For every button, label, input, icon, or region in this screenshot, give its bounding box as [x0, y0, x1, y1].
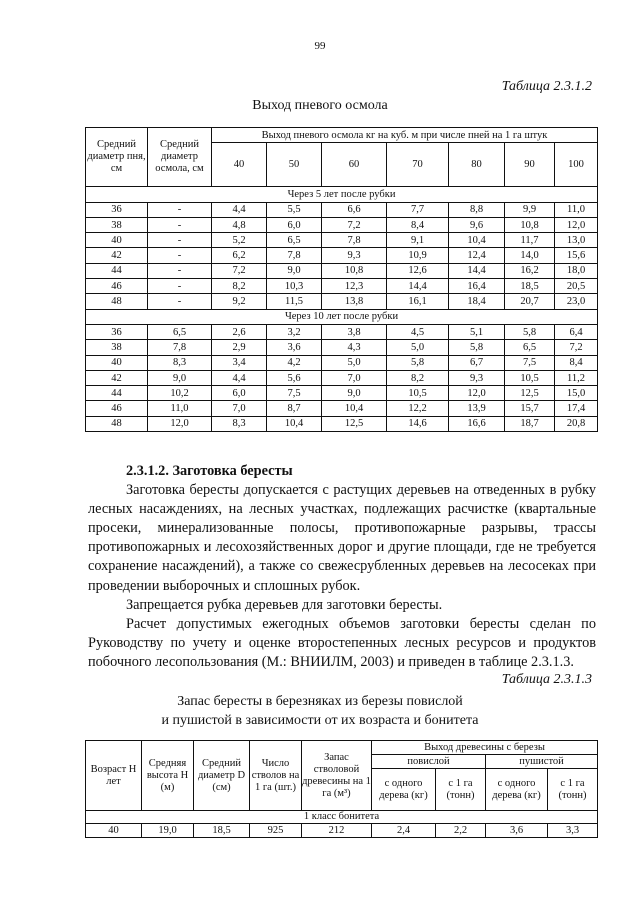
table-cell: 4,4 — [212, 202, 267, 217]
table-cell: 4,3 — [322, 340, 387, 355]
table-cell: 44 — [86, 386, 148, 401]
table-cell: 18,0 — [555, 263, 598, 278]
header-downy-birch: пушистой — [486, 755, 598, 769]
table-cell: 5,8 — [387, 355, 449, 370]
table-cell: 9,9 — [505, 202, 555, 217]
table-cell: 8,3 — [212, 416, 267, 431]
table-cell: 8,2 — [212, 279, 267, 294]
table2-title-line2: и пушистой в зависимости от их возраста и бонитета — [161, 713, 479, 728]
table-cell: 38 — [86, 340, 148, 355]
table-cell: - — [148, 202, 212, 217]
section-label: Через 10 лет после рубки — [86, 309, 598, 324]
header-volume: Запас стволовой древесины на 1 га (м³) — [302, 741, 372, 811]
table-cell: 6,5 — [148, 324, 212, 339]
table-cell: 10,4 — [449, 233, 505, 248]
table-cell: 17,4 — [555, 401, 598, 416]
table-cell: 8,7 — [267, 401, 322, 416]
table-cell: 12,0 — [148, 416, 212, 431]
header-count: 90 — [505, 143, 555, 187]
table-cell: 9,6 — [449, 217, 505, 232]
table-cell: 9,1 — [387, 233, 449, 248]
table-cell: 5,1 — [449, 324, 505, 339]
table-cell: 2,2 — [436, 824, 486, 838]
table-cell: 6,0 — [212, 386, 267, 401]
table-cell: 5,8 — [449, 340, 505, 355]
table-cell: 11,5 — [267, 294, 322, 309]
table-cell: 15,7 — [505, 401, 555, 416]
table-cell: 3,3 — [548, 824, 598, 838]
table-cell: 42 — [86, 248, 148, 263]
table-row — [86, 233, 598, 248]
header-yield-group: Выход пневого осмола кг на куб. м при числе пней на 1 га штук — [212, 128, 598, 143]
table-cell: 12,4 — [449, 248, 505, 263]
table-cell: 9,0 — [148, 370, 212, 385]
table-cell: 5,0 — [387, 340, 449, 355]
table-cell: 13,0 — [555, 233, 598, 248]
table-cell: 7,8 — [148, 340, 212, 355]
table-cell: 10,3 — [267, 279, 322, 294]
table-cell: 2,4 — [372, 824, 436, 838]
table-cell: 18,5 — [194, 824, 250, 838]
table-cell: 5,8 — [505, 324, 555, 339]
table-cell: 13,8 — [322, 294, 387, 309]
table-cell: 3,8 — [322, 324, 387, 339]
table-cell: 10,9 — [387, 248, 449, 263]
table1-caption: Таблица 2.3.1.2 — [501, 79, 592, 94]
table-cell: 18,7 — [505, 416, 555, 431]
table-cell: 10,5 — [387, 386, 449, 401]
section-label: Через 5 лет после рубки — [86, 187, 598, 202]
table-cell: 5,0 — [322, 355, 387, 370]
table-cell: 6,0 — [267, 217, 322, 232]
table-cell: 6,5 — [267, 233, 322, 248]
table-cell: 20,7 — [505, 294, 555, 309]
table-cell: - — [148, 263, 212, 278]
table-cell: 19,0 — [142, 824, 194, 838]
header-count: 80 — [449, 143, 505, 187]
table-cell: 18,5 — [505, 279, 555, 294]
paragraph: Заготовка бересты допускается с растущих деревьев на отведенных в рубку лесных насаждениях, на лесных участках, подлежащих расчистке (квартальные просеки, минерализованные полосы, противопожарные разрывы, трассы противопожарных и лесохозяйственных дорог и другие площади, где не требуется сохранение насаждений), а также со свежесрубленных деревьев на лесосеках при проведении выборочных и сплошных рубок. — [88, 482, 596, 594]
table-cell: 12,6 — [387, 263, 449, 278]
table-row — [86, 202, 598, 217]
table-cell: 9,0 — [267, 263, 322, 278]
class-label-row: 1 класс бонитета — [86, 811, 598, 824]
table-cell: 6,6 — [322, 202, 387, 217]
table-cell: 46 — [86, 279, 148, 294]
table-cell: 36 — [86, 324, 148, 339]
table-stump-resin-yield — [85, 127, 598, 432]
table-cell: 40 — [86, 233, 148, 248]
table-cell: 212 — [302, 824, 372, 838]
table-cell: 12,3 — [322, 279, 387, 294]
header-per-tree: с одного дерева (кг) — [372, 769, 436, 811]
table-cell: 40 — [86, 355, 148, 370]
table-cell: 18,4 — [449, 294, 505, 309]
table-cell: 3,2 — [267, 324, 322, 339]
table-cell: - — [148, 279, 212, 294]
table-cell: 6,7 — [449, 355, 505, 370]
table-cell: 7,8 — [267, 248, 322, 263]
table-cell: 7,8 — [322, 233, 387, 248]
table-cell: 5,6 — [267, 370, 322, 385]
table-cell: 6,5 — [505, 340, 555, 355]
table-cell: 7,0 — [322, 370, 387, 385]
header-output-group: Выход древесины с березы — [372, 741, 598, 755]
table2-caption: Таблица 2.3.1.3 — [501, 672, 592, 687]
table-cell: 7,2 — [555, 340, 598, 355]
table-cell: 10,5 — [505, 370, 555, 385]
table-cell: 12,0 — [449, 386, 505, 401]
paragraph: Расчет допустимых ежегодных объемов заготовки бересты сделан по Руководству по учету и оценке второстепенных лесных ресурсов и продуктов побочного лесопользования (М.: ВНИИЛМ, 2003) и приведен в таблице 2.3.1.3. — [88, 615, 596, 670]
table-cell: 4,8 — [212, 217, 267, 232]
table-cell: 10,4 — [322, 401, 387, 416]
table-cell: 13,9 — [449, 401, 505, 416]
table-cell: 15,0 — [555, 386, 598, 401]
table-cell: 48 — [86, 294, 148, 309]
table-cell: 10,8 — [322, 263, 387, 278]
paragraph: Запрещается рубка деревьев для заготовки бересты. — [126, 596, 443, 613]
table-cell: 11,0 — [148, 401, 212, 416]
table-cell: 14,6 — [387, 416, 449, 431]
table-cell: 48 — [86, 416, 148, 431]
header-count: 70 — [387, 143, 449, 187]
table-cell: 7,2 — [212, 263, 267, 278]
table-cell: 9,3 — [449, 370, 505, 385]
table-cell: 4,5 — [387, 324, 449, 339]
table-cell: 46 — [86, 401, 148, 416]
table-row — [86, 279, 598, 294]
header-age: Возраст Н лет — [86, 741, 142, 811]
header-resin-diameter: Средний диаметр осмола, см — [148, 128, 212, 187]
table-row — [86, 340, 598, 355]
table-cell: 5,2 — [212, 233, 267, 248]
header-silver-birch: повислой — [372, 755, 486, 769]
table-row — [86, 294, 598, 309]
table-cell: 14,4 — [449, 263, 505, 278]
table-cell: 12,5 — [505, 386, 555, 401]
table-cell: 8,4 — [555, 355, 598, 370]
table-cell: 9,2 — [212, 294, 267, 309]
table-cell: - — [148, 294, 212, 309]
table-cell: 40 — [86, 824, 142, 838]
table-cell: 36 — [86, 202, 148, 217]
table-cell: - — [148, 248, 212, 263]
table-cell: 6,2 — [212, 248, 267, 263]
header-stems: Число стволов на 1 га (шт.) — [250, 741, 302, 811]
table-cell: 44 — [86, 263, 148, 278]
table-cell: 3,4 — [212, 355, 267, 370]
table-cell: 9,0 — [322, 386, 387, 401]
table-cell: 16,4 — [449, 279, 505, 294]
header-height: Средняя высота Н (м) — [142, 741, 194, 811]
section-label-row — [86, 309, 598, 324]
table-birch-bark-stock — [85, 740, 598, 838]
table-cell: 3,6 — [267, 340, 322, 355]
table-cell: 16,2 — [505, 263, 555, 278]
table-row — [86, 263, 598, 278]
table-row — [86, 370, 598, 385]
table-cell: 16,6 — [449, 416, 505, 431]
table-cell: 4,2 — [267, 355, 322, 370]
table-cell: 8,4 — [387, 217, 449, 232]
section-heading: 2.3.1.2. Заготовка бересты — [126, 463, 293, 479]
table-cell: 7,2 — [322, 217, 387, 232]
table-cell: 14,0 — [505, 248, 555, 263]
table-cell: 16,1 — [387, 294, 449, 309]
table1-title: Выход пневого осмола — [252, 98, 388, 113]
table-cell: 8,3 — [148, 355, 212, 370]
table-cell: 12,2 — [387, 401, 449, 416]
table-row — [86, 355, 598, 370]
table-cell: 12,5 — [322, 416, 387, 431]
header-diameter: Средний диаметр D (см) — [194, 741, 250, 811]
table-cell: 925 — [250, 824, 302, 838]
header-per-ha: с 1 га (тонн) — [548, 769, 598, 811]
table-cell: 12,0 — [555, 217, 598, 232]
table-row — [86, 401, 598, 416]
table-cell: 2,6 — [212, 324, 267, 339]
table-cell: 20,5 — [555, 279, 598, 294]
header-stump-diameter: Средний диаметр пня, см — [86, 128, 148, 187]
header-per-tree: с одного дерева (кг) — [486, 769, 548, 811]
table-cell: 15,6 — [555, 248, 598, 263]
table-row — [86, 217, 598, 232]
table-cell: 7,0 — [212, 401, 267, 416]
table-cell: 3,6 — [486, 824, 548, 838]
table-cell: 8,2 — [387, 370, 449, 385]
table-cell: 4,4 — [212, 370, 267, 385]
table-cell: 10,4 — [267, 416, 322, 431]
table-cell: 20,8 — [555, 416, 598, 431]
table-row — [86, 416, 598, 431]
table-cell: 11,0 — [555, 202, 598, 217]
table-cell: 7,7 — [387, 202, 449, 217]
table-cell: 7,5 — [267, 386, 322, 401]
header-count: 100 — [555, 143, 598, 187]
header-count: 60 — [322, 143, 387, 187]
table-cell: 11,7 — [505, 233, 555, 248]
table-cell: 23,0 — [555, 294, 598, 309]
table-cell: 11,2 — [555, 370, 598, 385]
table-cell: 9,3 — [322, 248, 387, 263]
header-count: 50 — [267, 143, 322, 187]
section-label-row — [86, 187, 598, 202]
table2-title-line1: Запас бересты в березняках из березы повислой — [177, 694, 463, 709]
header-per-ha: с 1 га (тонн) — [436, 769, 486, 811]
table-cell: 14,4 — [387, 279, 449, 294]
table-cell: 7,5 — [505, 355, 555, 370]
table-row — [86, 248, 598, 263]
page-number: 99 — [314, 40, 326, 52]
table-cell: 8,8 — [449, 202, 505, 217]
table-cell: 10,8 — [505, 217, 555, 232]
table-row — [86, 324, 598, 339]
table-cell: 2,9 — [212, 340, 267, 355]
table-cell: 42 — [86, 370, 148, 385]
table-cell: - — [148, 217, 212, 232]
table-row — [86, 386, 598, 401]
header-count: 40 — [212, 143, 267, 187]
table-cell: 6,4 — [555, 324, 598, 339]
section-body — [88, 462, 596, 672]
table-cell: 38 — [86, 217, 148, 232]
table2-title — [0, 692, 640, 730]
table-cell: - — [148, 233, 212, 248]
table-cell: 10,2 — [148, 386, 212, 401]
table-cell: 5,5 — [267, 202, 322, 217]
